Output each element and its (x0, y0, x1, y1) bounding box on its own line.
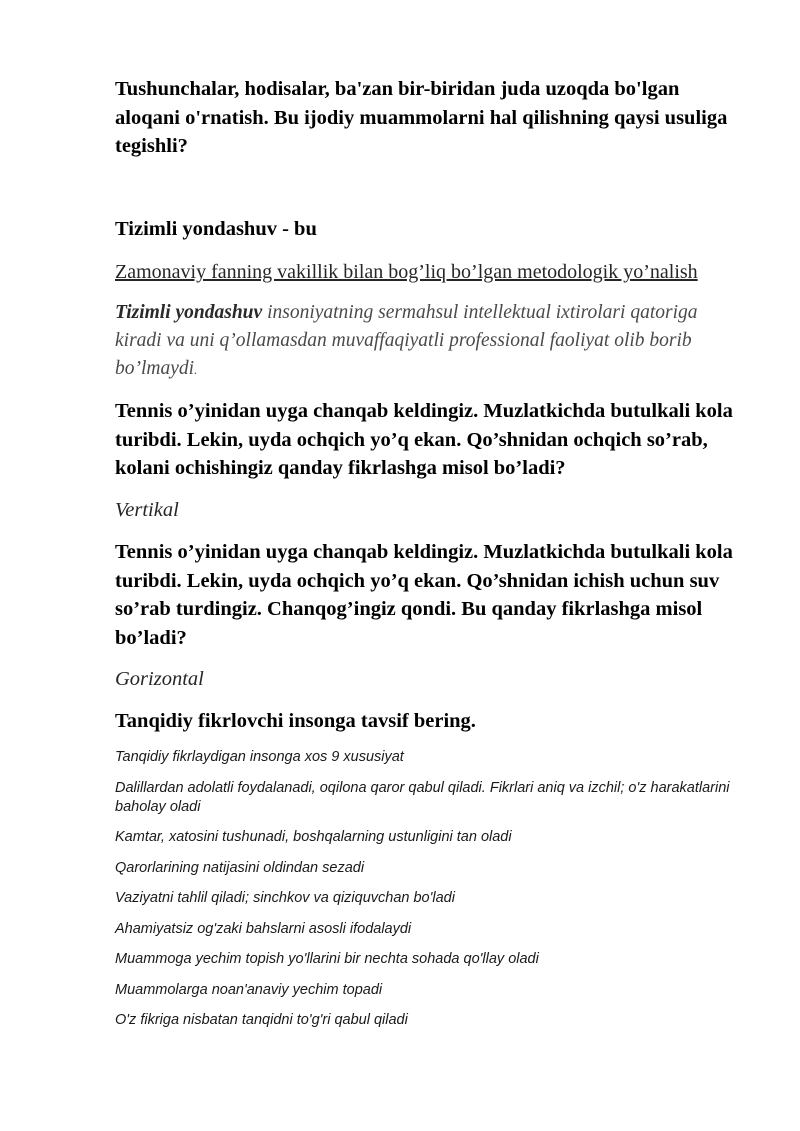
list-item: O'z fikriga nisbatan tanqidni to'g'ri qabul qiladi (115, 1012, 408, 1028)
list-item: Dalillardan adolatli foydalanadi, oqilona qaror qabul qiladi. Fikrlari aniq va izchil; o'z harakatlarini baholay oladi (115, 779, 730, 815)
answer-2: Zamonaviy fanning vakillik bilan bog’liq bo’lgan metodologik yo’nalish (115, 261, 698, 283)
answer-4: Gorizontal (115, 668, 204, 690)
list-item: Muammoga yechim topish yo'llarini bir nechta sohada qo'llay oladi (115, 951, 539, 967)
question-3: Tennis o’yinidan uyga chanqab keldingiz. Muzlatkichda butulkali kola turibdi. Lekin, uyda ochqich yo’q ekan. Qo’shnidan ochqich so’rab, kolani ochishingiz qanday fikrlashga misol bo’ladi? (115, 400, 733, 479)
question-2: Tizimli yondashuv - bu (115, 218, 317, 240)
answer-5-list (115, 748, 755, 1042)
list-item: Qarorlarining natijasini oldindan sezadi (115, 859, 365, 876)
question-1: Tushunchalar, hodisalar, ba'zan bir-biridan juda uzoqda bo'lgan aloqani o'rnatish. Bu ijodiy muammolarni hal qilishning qaysi usuliga tegishli? (115, 78, 728, 157)
list-item: Tanqidiy fikrlaydigan insonga xos 9 xususiyat (115, 749, 404, 765)
list-item: Ahamiyatsiz og'zaki bahslarni asosli ifodalaydi (115, 920, 412, 937)
question-4: Tennis o’yinidan uyga chanqab keldingiz. Muzlatkichda butulkali kola turibdi. Lekin, uyda ochqich yo’q ekan. Qo’shnidan ichish uchun suv so’rab turdingiz. Chanqog’ingiz qondi. Bu qanday fikrlashga misol bo’ladi? (115, 541, 733, 649)
list-item: Muammolarga noan'anaviy yechim topadi (115, 981, 383, 998)
answer-3: Vertikal (115, 499, 179, 521)
answer-2-note (115, 299, 745, 384)
note-body: insoniyatning sermahsul intellektual ixtirolari qatoriga kiradi va uni q’ollamasdan muvaffaqiyatli professional faoliyat olib borib bo’lmaydi (115, 302, 698, 379)
question-5: Tanqidiy fikrlovchi insonga tavsif bering. (115, 710, 476, 732)
note-end: . (194, 362, 198, 377)
note-term: Tizimli yondashuv (115, 302, 263, 323)
list-item: Vaziyatni tahlil qiladi; sinchkov va qiziquvchan bo'ladi (115, 890, 455, 906)
list-item: Kamtar, xatosini tushunadi, boshqalarning ustunligini tan oladi (115, 829, 512, 845)
